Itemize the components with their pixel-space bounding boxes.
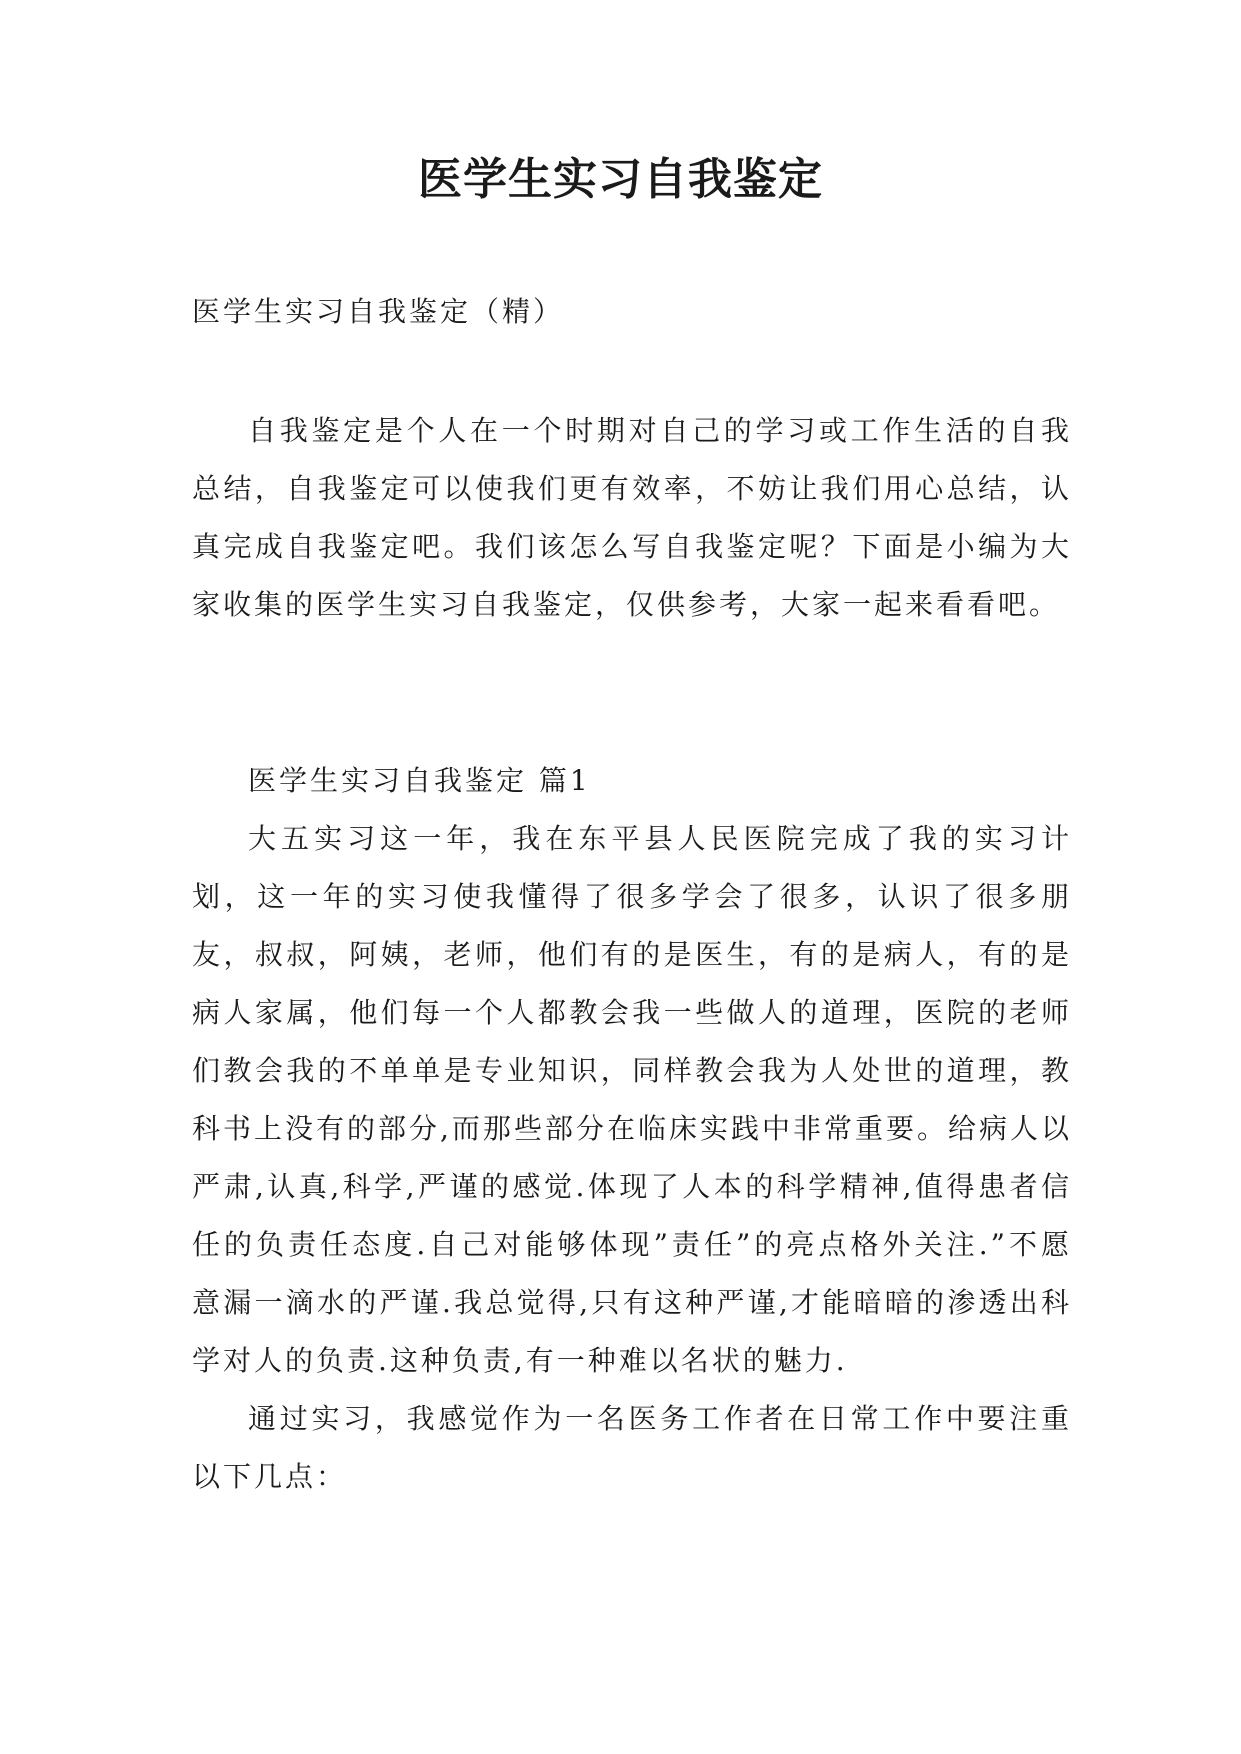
body-paragraph-2: 通过实习，我感觉作为一名医务工作者在日常工作中要注重以下几点： — [192, 1402, 1072, 1493]
body-paragraph-1: 大五实习这一年，我在东平县人民医院完成了我的实习计划，这一年的实习使我懂得了很多学会了很多，认识了很多朋友，叔叔，阿姨，老师，他们有的是医生，有的是病人，有的是病人家属，他们每一个人都教会我一些做人的道理，医院的老师们教会我的不单单是专业知识，同样教会我为人处世的道理，教科书上没有的部分,而那些部分在临床实践中非常重要。给病人以严肃,认真,科学,严谨的感觉.体现了人本的科学精神,值得患者信任的负责任态度.自己对能够体现”责任”的亮点格外关注.”不愿意漏一滴水的严谨.我总觉得,只有这种严谨,才能暗暗的渗透出科学对人的负责.这种负责,有一种难以名状的魅力. — [192, 822, 1072, 1377]
document-title: 医学生实习自我鉴定 — [418, 154, 823, 205]
intro-block — [192, 402, 1072, 634]
document-subtitle: 医学生实习自我鉴定（精） — [192, 295, 565, 328]
section-heading: 医学生实习自我鉴定 篇1 — [248, 764, 591, 797]
intro-paragraph: 自我鉴定是个人在一个时期对自己的学习或工作生活的自我总结，自我鉴定可以使我们更有效率，不妨让我们用心总结，认真完成自我鉴定吧。我们该怎么写自我鉴定呢？下面是小编为大家收集的医学生实习自我鉴定，仅供参考，大家一起来看看吧。 — [192, 414, 1072, 621]
section-1 — [192, 752, 1072, 1506]
